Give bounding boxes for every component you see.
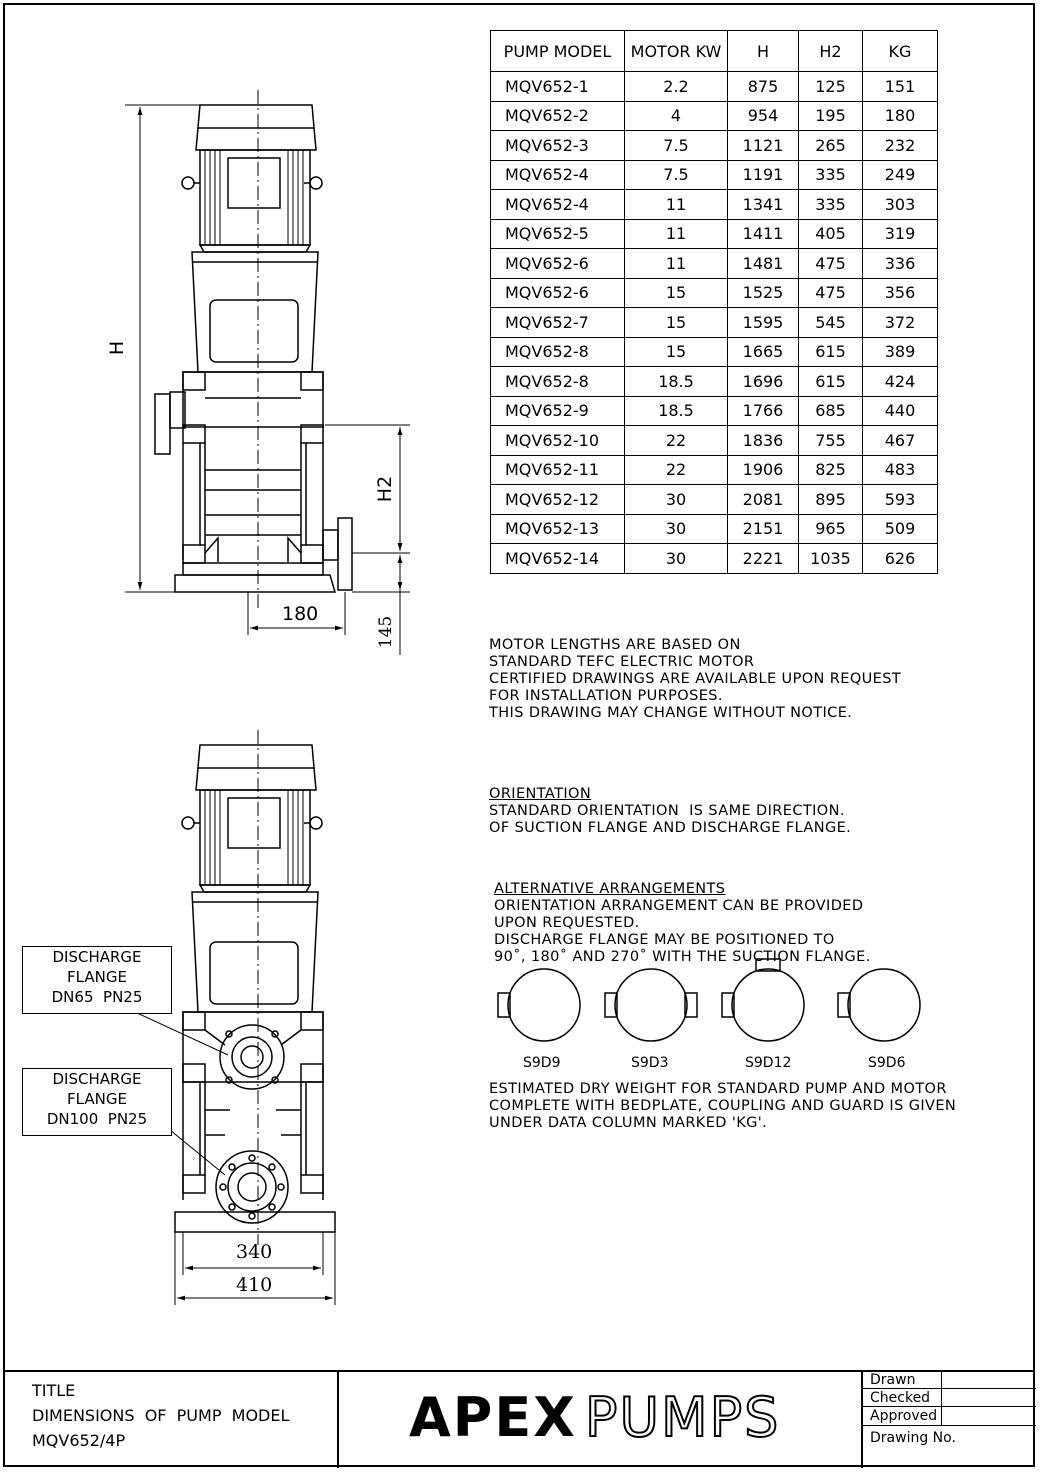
cell-kg: 336 (863, 249, 938, 279)
cell-motor-kw: 15 (625, 308, 728, 338)
approval-drawn-label: Drawn (870, 1372, 916, 1388)
cell-kg: 319 (863, 219, 938, 249)
title-block-description (4, 1372, 339, 1468)
approvals-box (861, 1372, 1036, 1468)
cell-model: MQV652-1 (491, 72, 625, 102)
cell-h2: 125 (799, 72, 863, 102)
cell-motor-kw: 4 (625, 101, 728, 131)
table-header-row (491, 31, 938, 72)
cell-model: MQV652-14 (491, 544, 625, 574)
cell-model: MQV652-6 (491, 278, 625, 308)
orientation-text: STANDARD ORIENTATION IS SAME DIRECTION. OF SUCTION FLANGE AND DISCHARGE FLANGE. (489, 803, 852, 836)
col-h2: H2 (799, 31, 863, 72)
cell-h: 1906 (728, 455, 799, 485)
table-row (491, 278, 938, 308)
table-row (491, 249, 938, 279)
table-row (491, 131, 938, 161)
col-pump-model: PUMP MODEL (491, 31, 625, 72)
cell-model: MQV652-6 (491, 249, 625, 279)
title-label: TITLE (32, 1381, 76, 1400)
cell-model: MQV652-12 (491, 485, 625, 515)
cell-kg: 180 (863, 101, 938, 131)
table-row (491, 367, 938, 397)
title-line-1: DIMENSIONS OF PUMP MODEL (32, 1406, 290, 1425)
approval-checked-label: Checked (870, 1390, 931, 1406)
cell-motor-kw: 15 (625, 278, 728, 308)
cell-h2: 545 (799, 308, 863, 338)
cell-kg: 232 (863, 131, 938, 161)
cell-h2: 265 (799, 131, 863, 161)
brand-logo (409, 1386, 780, 1450)
cell-motor-kw: 18.5 (625, 396, 728, 426)
spec-table (490, 30, 938, 574)
cell-kg: 509 (863, 514, 938, 544)
table-row (491, 337, 938, 367)
cell-kg: 483 (863, 455, 938, 485)
general-notes: MOTOR LENGTHS ARE BASED ON STANDARD TEFC ELECTRIC MOTOR CERTIFIED DRAWINGS ARE AVAILABLE UPON REQUEST FOR INSTALLATION PURPOSES. THIS DRAWING MAY CHANGE WITHOUT NOTICE. (489, 637, 902, 721)
dim-h2-label: H2 (374, 475, 397, 503)
cell-motor-kw: 30 (625, 485, 728, 515)
dim-180-label: 180 (282, 603, 319, 625)
table-row (491, 426, 938, 456)
cell-kg: 440 (863, 396, 938, 426)
table-row (491, 219, 938, 249)
alternative-heading: ALTERNATIVE ARRANGEMENTS (494, 881, 726, 897)
cell-model: MQV652-2 (491, 101, 625, 131)
cell-h2: 405 (799, 219, 863, 249)
cell-model: MQV652-3 (491, 131, 625, 161)
front-view-pump (175, 730, 335, 1245)
dim-145-label: 145 (376, 615, 397, 649)
cell-motor-kw: 22 (625, 455, 728, 485)
drawing-number-label: Drawing No. (870, 1430, 956, 1446)
weight-note: ESTIMATED DRY WEIGHT FOR STANDARD PUMP AND MOTOR COMPLETE WITH BEDPLATE, COUPLING AND GUARD IS GIVEN UNDER DATA COLUMN MARKED 'KG'. (489, 1081, 957, 1131)
cell-model: MQV652-7 (491, 308, 625, 338)
col-kg: KG (863, 31, 938, 72)
table-row (491, 396, 938, 426)
cell-motor-kw: 22 (625, 426, 728, 456)
cell-h2: 335 (799, 190, 863, 220)
cell-kg: 626 (863, 544, 938, 574)
cell-h2: 615 (799, 337, 863, 367)
approval-checked (863, 1389, 1036, 1407)
cell-h: 2081 (728, 485, 799, 515)
cell-h2: 475 (799, 249, 863, 279)
cell-h: 1836 (728, 426, 799, 456)
orientation-note (489, 752, 851, 837)
approval-approved (863, 1407, 1036, 1426)
cell-h2: 195 (799, 101, 863, 131)
alternative-text: ORIENTATION ARRANGEMENT CAN BE PROVIDED UPON REQUESTED. DISCHARGE FLANGE MAY BE POSITIONED TO 90˚, 180˚ AND 270˚ WITH THE SUCTION FLANGE. (494, 898, 871, 965)
cell-motor-kw: 7.5 (625, 160, 728, 190)
cell-model: MQV652-8 (491, 367, 625, 397)
title-block (4, 1370, 1034, 1468)
cell-motor-kw: 15 (625, 337, 728, 367)
approval-approved-label: Approved (870, 1408, 938, 1424)
dim-h-label: H (106, 340, 129, 356)
cell-h: 1411 (728, 219, 799, 249)
cell-model: MQV652-8 (491, 337, 625, 367)
cell-model: MQV652-11 (491, 455, 625, 485)
drawing-number (863, 1426, 1036, 1451)
cell-model: MQV652-10 (491, 426, 625, 456)
table-row (491, 101, 938, 131)
side-view-pump (155, 90, 352, 610)
table-row (491, 190, 938, 220)
cell-h: 954 (728, 101, 799, 131)
table-row (491, 160, 938, 190)
cell-motor-kw: 11 (625, 219, 728, 249)
cell-motor-kw: 7.5 (625, 131, 728, 161)
cell-kg: 593 (863, 485, 938, 515)
cell-h2: 475 (799, 278, 863, 308)
callout-discharge-dn100: DISCHARGE FLANGE DN100 PN25 (22, 1068, 172, 1136)
cell-h2: 615 (799, 367, 863, 397)
orientation-label-s9d12: S9D12 (745, 1055, 792, 1071)
cell-h: 1665 (728, 337, 799, 367)
approval-drawn (863, 1372, 1036, 1389)
cell-motor-kw: 30 (625, 544, 728, 574)
cell-model: MQV652-13 (491, 514, 625, 544)
dim-340-label: 340 (236, 1241, 273, 1263)
cell-motor-kw: 18.5 (625, 367, 728, 397)
title-line-2: MQV652/4P (32, 1431, 126, 1450)
cell-h2: 335 (799, 160, 863, 190)
cell-h: 1191 (728, 160, 799, 190)
table-row (491, 455, 938, 485)
table-row (491, 485, 938, 515)
col-h: H (728, 31, 799, 72)
table-row (491, 544, 938, 574)
orientation-label-s9d9: S9D9 (523, 1055, 561, 1071)
cell-motor-kw: 30 (625, 514, 728, 544)
cell-h: 1341 (728, 190, 799, 220)
cell-motor-kw: 11 (625, 190, 728, 220)
orientation-label-s9d3: S9D3 (631, 1055, 669, 1071)
callout-discharge-dn65: DISCHARGE FLANGE DN65 PN25 (22, 946, 172, 1014)
cell-kg: 303 (863, 190, 938, 220)
cell-model: MQV652-4 (491, 190, 625, 220)
cell-h2: 755 (799, 426, 863, 456)
cell-h: 1595 (728, 308, 799, 338)
cell-kg: 467 (863, 426, 938, 456)
cell-h: 1481 (728, 249, 799, 279)
cell-kg: 372 (863, 308, 938, 338)
table-row (491, 308, 938, 338)
orientation-heading: ORIENTATION (489, 786, 592, 802)
cell-h: 2151 (728, 514, 799, 544)
cell-h: 1766 (728, 396, 799, 426)
cell-kg: 356 (863, 278, 938, 308)
side-view-dimensions (125, 105, 410, 655)
dim-410-label: 410 (236, 1274, 273, 1296)
orientation-label-s9d6: S9D6 (868, 1055, 906, 1071)
cell-h2: 895 (799, 485, 863, 515)
cell-model: MQV652-5 (491, 219, 625, 249)
cell-kg: 151 (863, 72, 938, 102)
cell-h: 875 (728, 72, 799, 102)
cell-motor-kw: 2.2 (625, 72, 728, 102)
cell-h2: 1035 (799, 544, 863, 574)
cell-h: 1525 (728, 278, 799, 308)
cell-h: 1121 (728, 131, 799, 161)
cell-h2: 685 (799, 396, 863, 426)
cell-kg: 249 (863, 160, 938, 190)
brand-bold: APEX (409, 1386, 577, 1449)
cell-model: MQV652-9 (491, 396, 625, 426)
cell-h2: 825 (799, 455, 863, 485)
table-row (491, 72, 938, 102)
brand-outline: PUMPS (584, 1386, 781, 1449)
cell-h: 1696 (728, 367, 799, 397)
alternative-note (494, 847, 871, 966)
cell-model: MQV652-4 (491, 160, 625, 190)
cell-kg: 424 (863, 367, 938, 397)
orientation-symbols (498, 959, 920, 1041)
col-motor-kw: MOTOR KW (625, 31, 728, 72)
cell-h: 2221 (728, 544, 799, 574)
cell-h2: 965 (799, 514, 863, 544)
table-row (491, 514, 938, 544)
cell-kg: 389 (863, 337, 938, 367)
cell-motor-kw: 11 (625, 249, 728, 279)
